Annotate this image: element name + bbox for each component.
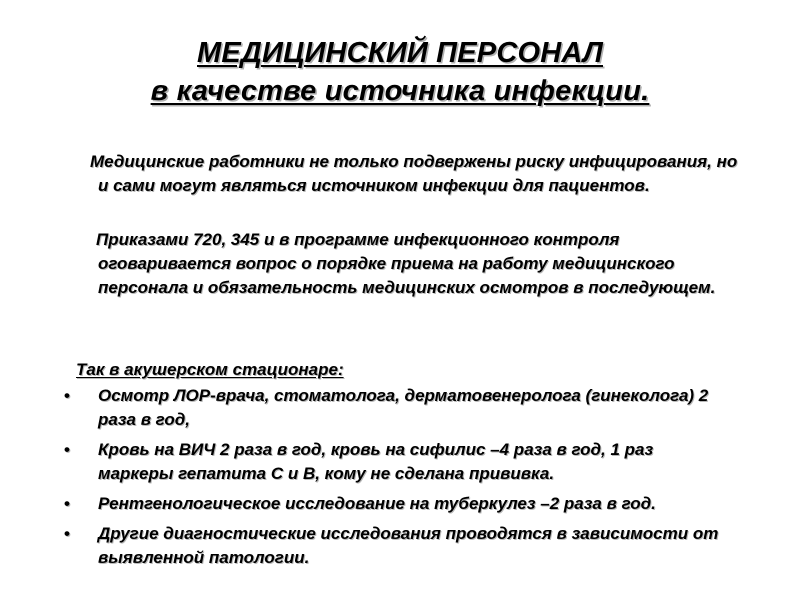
bullet-text: Осмотр ЛОР-врача, стоматолога, дерматовенеролога (гинеколога) 2 раза в год, (98, 386, 709, 429)
bullet-item-xray (0, 492, 723, 516)
bullet-item-blood-tests (0, 438, 723, 486)
bullet-marker: • (64, 494, 70, 513)
bullet-marker: • (64, 440, 70, 459)
maternity-subheading: Так в акушерском стационаре: (76, 360, 344, 379)
bullet-marker: • (64, 524, 70, 543)
bullet-item-examinations (0, 384, 723, 432)
bullet-text: Кровь на ВИЧ 2 раза в год, кровь на сифилис –4 раза в год, 1 раз маркеры гепатита С и В, кому не сделана прививка. (98, 440, 654, 483)
title-line-2: в качестве источника инфекции. (150, 75, 650, 107)
paragraph-orders: Приказами 720, 345 и в программе инфекционного контроля оговаривается вопрос о порядке приема на работу медицинского персонала и обязательность медицинских осмотров в последующем. (96, 230, 716, 297)
slide-title (0, 34, 800, 110)
bullet-item-other-diagnostics (0, 522, 723, 570)
bullet-marker: • (64, 386, 70, 405)
bullet-list (0, 384, 800, 576)
bullet-text: Другие диагностические исследования проводятся в зависимости от выявленной патологии. (98, 524, 719, 567)
paragraph-staff-risk: Медицинские работники не только подвержены риску инфицирования, но и сами могут являться источником инфекции для пациентов. (90, 152, 738, 195)
title-line-1: МЕДИЦИНСКИЙ ПЕРСОНАЛ (197, 37, 603, 69)
bullet-text: Рентгенологическое исследование на туберкулез –2 раза в год. (98, 494, 656, 513)
